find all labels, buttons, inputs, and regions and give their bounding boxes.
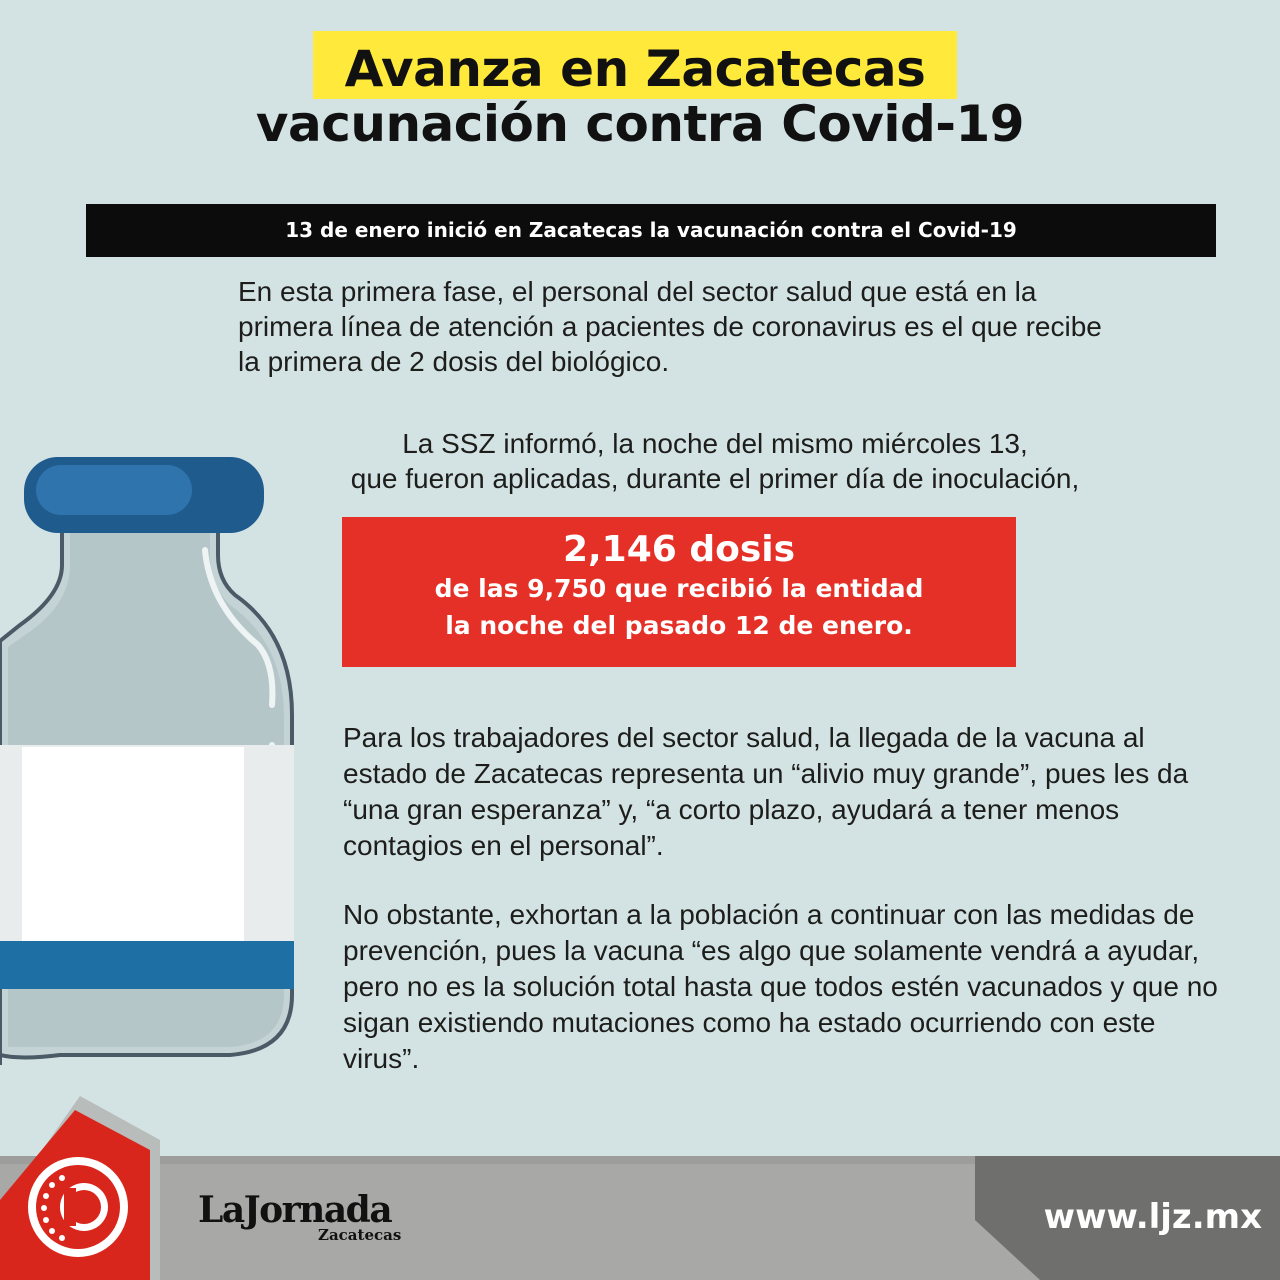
vial-stripe (0, 941, 294, 989)
workers-paragraph: Para los trabajadores del sector salud, la llegada de la vacuna al estado de Zacatecas representa un “alivio muy grande”, pues les da “una gran esperanza” y, “a corto plazo, ayudará a tener menos contagios en el personal”. (343, 722, 1189, 861)
doses-detail (342, 570, 1016, 644)
report-paragraph (300, 426, 1130, 496)
footer-bar (0, 1090, 1280, 1280)
vial-cap-shine (36, 465, 192, 515)
doses-headline: 2,146 dosis (562, 529, 796, 570)
prevention-paragraph: No obstante, exhortan a la población a continuar con las medidas de prevención, pues la vacuna “es algo que solamente vendrá a ayudar, pero no es la solución total hasta que todos estén vacunados y que no sigan existiendo mutaciones como ha estado ocurriendo con este virus”. (343, 899, 1218, 1074)
date-banner-text: 13 de enero inició en Zacatecas la vacunación contra el Covid-19 (285, 218, 1017, 242)
report-line-1: La SSZ informó, la noche del mismo miércoles 13, (402, 428, 1028, 459)
brand-logo-text: LaJornada (198, 1189, 392, 1231)
vial-label-front (22, 747, 244, 943)
vaccine-vial-illustration (0, 455, 300, 1065)
page-title-line1: Avanza en Zacatecas (344, 40, 926, 98)
doses-detail-line-1: de las 9,750 que recibió la entidad (434, 574, 924, 603)
website-url[interactable]: www.ljz.mx (1043, 1197, 1262, 1237)
intro-paragraph: En esta primera fase, el personal del sector salud que está en la primera línea de atención a pacientes de coronavirus es el que recibe la primera de 2 dosis del biológico. (238, 276, 1102, 377)
page-title-line2: vacunación contra Covid-19 (255, 95, 1025, 153)
doses-detail-line-2: la noche del pasado 12 de enero. (445, 611, 913, 640)
sun-logo-icon (28, 1157, 128, 1257)
report-line-2: que fueron aplicadas, durante el primer día de inoculación, (350, 463, 1080, 494)
brand-logo-subtext: Zacatecas (318, 1226, 402, 1244)
